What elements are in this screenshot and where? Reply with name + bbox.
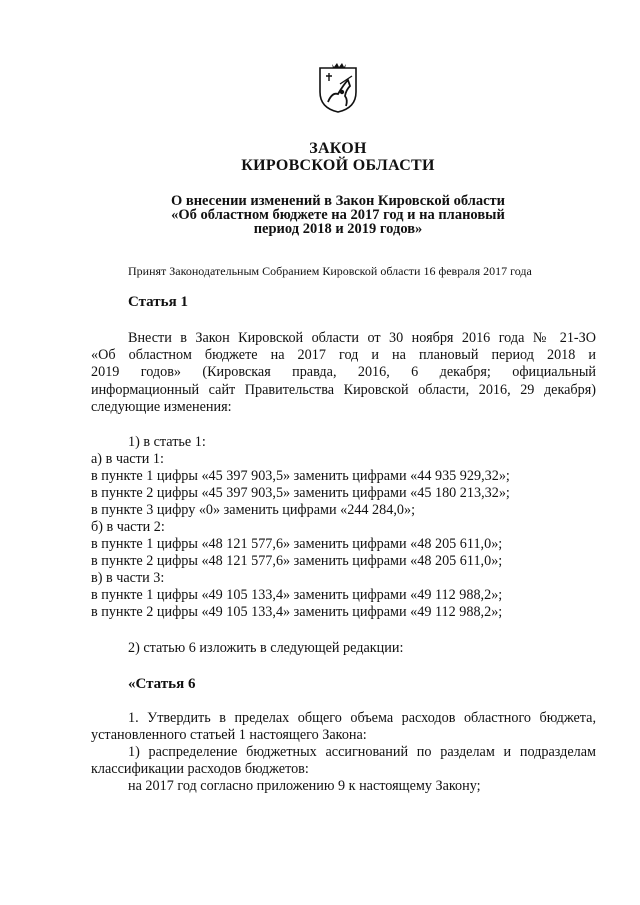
article-1-heading: Статья 1	[128, 294, 188, 310]
coat-of-arms-icon	[318, 62, 358, 114]
amendment-item: в) в части 3:	[91, 570, 165, 586]
article-6-paragraph-1	[91, 710, 596, 744]
amendment-item: а) в части 1:	[91, 451, 164, 467]
amendment-item: в пункте 2 цифры «48 121 577,6» заменить цифрами «48 205 611,0»;	[91, 553, 503, 569]
intro-line: следующие изменения:	[91, 398, 232, 415]
paragraph-line: 1. Утвердить в пределах общего объема расходов областного бюджета,	[128, 710, 596, 726]
article-6-subitem-1-year: на 2017 год согласно приложению 9 к настоящему Закону;	[128, 778, 481, 794]
paragraph-line: установленного статьей 1 настоящего Закона:	[91, 727, 367, 744]
document-subtitle-line2: «Об областном бюджете на 2017 год и на плановый	[171, 207, 505, 223]
document-title-line2: КИРОВСКОЙ ОБЛАСТИ	[241, 157, 435, 174]
document-subtitle-line3: период 2018 и 2019 годов»	[253, 221, 423, 237]
intro-line: информационный сайт Правительства Кировской области, 2016, 29 декабря)	[91, 381, 596, 398]
amendment-item: в пункте 2 цифры «45 397 903,5» заменить цифрами «45 180 213,32»;	[91, 485, 510, 501]
adoption-note: Принят Законодательным Собранием Кировской области 16 февраля 2017 года	[128, 264, 532, 278]
article-6-subitem-1	[91, 744, 596, 778]
intro-line: 2019 годов» (Кировская правда, 2016, 6 декабря; официальный	[91, 364, 596, 381]
intro-line: «Об областном бюджете на 2017 год и на плановый период 2018 и	[91, 347, 596, 364]
amendment-item: в пункте 3 цифру «0» заменить цифрами «244 284,0»;	[91, 502, 416, 518]
amendment-item: б) в части 2:	[91, 519, 165, 535]
paragraph-line: 1) распределение бюджетных ассигнований по разделам и подразделам	[128, 744, 596, 760]
amendment-item: в пункте 1 цифры «48 121 577,6» заменить цифрами «48 205 611,0»;	[91, 536, 503, 552]
document-title-line1: ЗАКОН	[309, 140, 367, 157]
amendment-item: в пункте 2 цифры «49 105 133,4» заменить цифрами «49 112 988,2»;	[91, 604, 503, 620]
paragraph-line: классификации расходов бюджетов:	[91, 761, 309, 778]
amendment-item: в пункте 1 цифры «45 397 903,5» заменить цифрами «44 935 929,32»;	[91, 468, 510, 484]
document-subtitle-line1: О внесении изменений в Закон Кировской области	[170, 193, 506, 209]
amendment-item: 1) в статье 1:	[128, 434, 206, 450]
article-6-heading: «Статья 6	[128, 676, 196, 692]
amendment-item: в пункте 1 цифры «49 105 133,4» заменить цифрами «49 112 988,2»;	[91, 587, 503, 603]
article-1-intro	[91, 330, 596, 416]
amendment-item-2: 2) статью 6 изложить в следующей редакции:	[128, 640, 404, 656]
intro-line: Внести в Закон Кировской области от 30 ноября 2016 года № 21-ЗО	[128, 330, 596, 346]
